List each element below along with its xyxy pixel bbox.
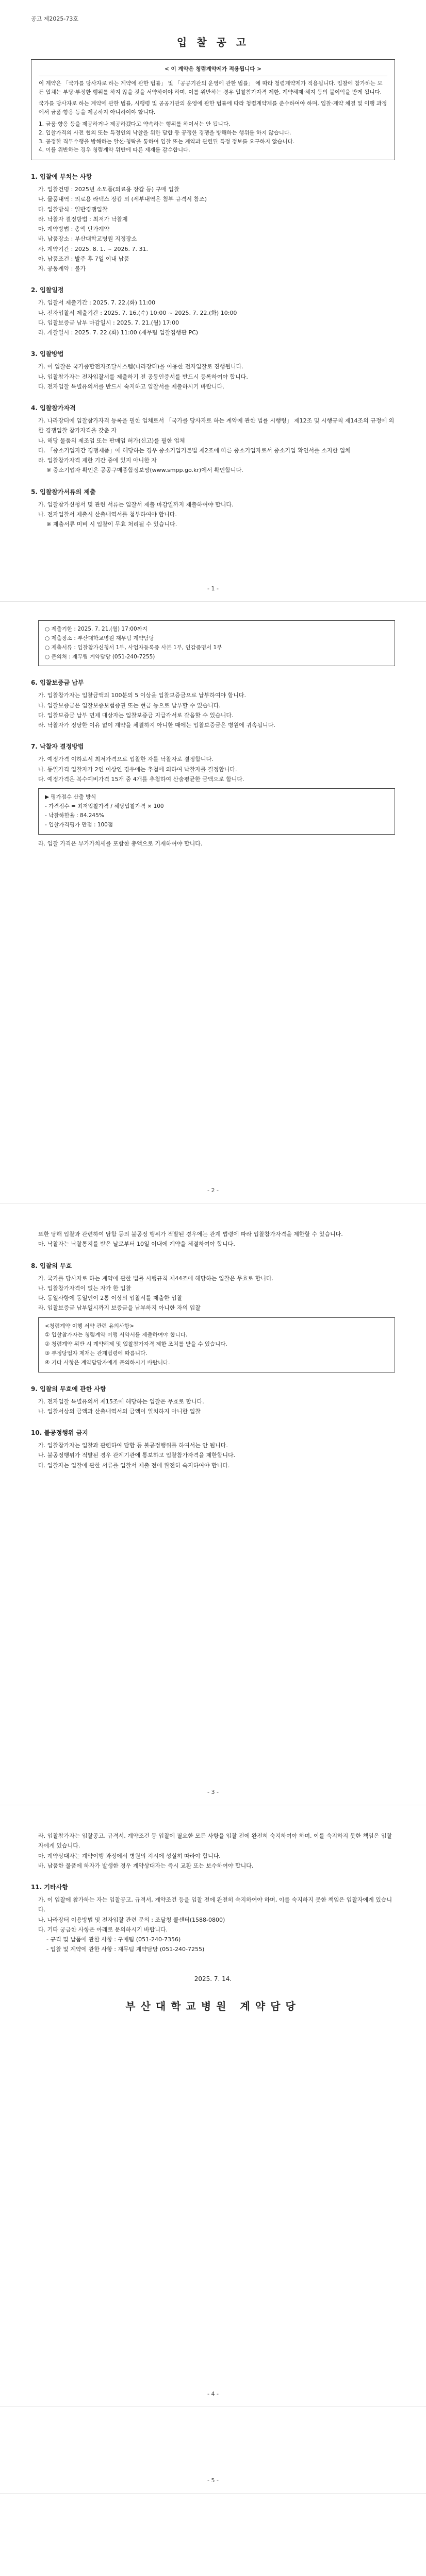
- section-item: 아. 납품조건 : 발주 후 7일 이내 납품: [38, 255, 129, 262]
- integrity-box-title: < 이 계약은 청렴계약제가 적용됩니다 >: [39, 65, 387, 76]
- section-item: 다. 예정가격은 복수예비가격 15개 중 4개를 추첨하여 산술평균한 금액으로 합니다.: [38, 775, 244, 783]
- page-number: - 4 -: [207, 2391, 219, 2397]
- section-heading: 11. 기타사항: [31, 1884, 68, 1891]
- issuer-signature: 부산대학교병원 계약담당: [125, 1999, 301, 2012]
- section-item: 라. 입찰참가자격 제한 기간 중에 있지 아니한 자: [38, 457, 157, 464]
- section-item: 가. 입찰참가자는 입찰금액의 100분의 5 이상을 입찰보증금으로 납부하여야 합니다.: [38, 692, 246, 699]
- section-item: 가. 입찰건명 : 2025년 소모품(의료용 장갑 등) 구매 입찰: [38, 186, 179, 193]
- section-heading: 8. 입찰의 무효: [31, 1262, 72, 1269]
- document-page-1: [0, 0, 426, 602]
- box-line: ① 입찰참가자는 청렴계약 이행 서약서를 제출하여야 합니다.: [45, 1332, 188, 1338]
- section-item: 다. 기타 궁금한 사항은 아래로 문의하시기 바랍니다.: [38, 1926, 168, 1933]
- box-line: ④ 기타 사항은 계약담당자에게 문의하시기 바랍니다.: [45, 1359, 170, 1366]
- submission-info-box: [38, 620, 395, 666]
- section-heading: 10. 불공정행위 금지: [31, 1429, 88, 1437]
- section-2: [31, 285, 395, 337]
- section-item: 나. 불공정행위가 적발된 경우 관계기관에 통보하고 입찰참가자격을 제한합니다.: [38, 1452, 236, 1459]
- section-item: 다. 입찰자는 입찰에 관한 서류를 입찰서 제출 전에 완전히 숙지하여야 합니다.: [38, 1462, 230, 1469]
- section-item: 라. 낙찰자가 정당한 이유 없이 계약을 체결하지 아니한 때에는 입찰보증금은 병원에 귀속됩니다.: [38, 722, 275, 729]
- section-heading: 6. 입찰보증금 납부: [31, 679, 84, 687]
- integrity-contract-box: [31, 59, 395, 160]
- integrity-rule: 1. 금품·향응 등을 제공하거나 제공하겠다고 약속하는 행위를 하여서는 안 됩니다.: [39, 121, 231, 127]
- section-item: 나. 입찰참가자격이 없는 자가 한 입찰: [38, 1284, 132, 1292]
- section-item: 바. 납품장소 : 부산대학교병원 지정장소: [38, 235, 137, 243]
- box-line: ○ 문의처 : 재무팀 계약담당 (051-240-7255): [45, 653, 155, 660]
- section-item: 또한 당해 입찰과 관련하여 담합 등의 불공정 행위가 적발된 경우에는 관계 법령에 따라 입찰참가자격을 제한할 수 있습니다.: [38, 1231, 343, 1238]
- section-item: 라. 입찰보증금 납부일시까지 보증금을 납부하지 아니한 자의 입찰: [38, 1304, 201, 1312]
- page-number: - 1 -: [207, 585, 219, 592]
- section-10: [31, 1428, 395, 1470]
- section-9: [31, 1384, 395, 1417]
- section-continued: [31, 1229, 395, 1249]
- box-line: ③ 부정당업자 제재는 관계법령에 따릅니다.: [45, 1350, 148, 1357]
- section-item: 바. 납품한 물품에 하자가 발생한 경우 계약상대자는 즉시 교환 또는 보수하여야 합니다.: [38, 1862, 254, 1869]
- section-item: 가. 이 입찰에 참가하는 자는 입찰공고, 규격서, 계약조건 등을 입찰 전에 완전히 숙지하여야 하며, 이를 숙지하지 못한 책임은 입찰자에게 있습니다.: [38, 1896, 392, 1913]
- section-item: 나. 해당 물품의 제조업 또는 판매업 허가(신고)를 필한 업체: [38, 437, 185, 444]
- section-item: 가. 국가를 당사자로 하는 계약에 관한 법률 시행규칙 제44조에 해당하는 입찰은 무효로 합니다.: [38, 1275, 274, 1282]
- box-line: ○ 제출서류 : 입찰참가신청서 1부, 사업자등록증 사본 1부, 인감증명서 1부: [45, 644, 222, 651]
- section-item: 라. 입찰참가자는 입찰공고, 규격서, 계약조건 등 입찰에 필요한 모든 사항을 입찰 전에 완전히 숙지하여야 하며, 이를 숙지하지 못한 책임은 입찰자에게 있습니다.: [38, 1833, 392, 1850]
- section-item: 가. 전자입찰 특별유의서 제15조에 해당하는 입찰은 무효로 합니다.: [38, 1398, 204, 1405]
- integrity-body: 국가를 당사자로 하는 계약에 관한 법률, 시행령 및 공공기관의 운영에 관한 법률에 따라 청렴계약제를 준수하여야 하며, 입찰·계약 체결 및 이행 과정에서 금품·향응 등을 제공하지 아니하여야 합니다.: [39, 100, 387, 116]
- section-item: 마. 계약상대자는 계약이행 과정에서 병원의 지시에 성실히 따라야 합니다.: [38, 1852, 221, 1859]
- section-item: 나. 입찰참가자는 전자입찰서를 제출하기 전 공동인증서를 반드시 등록하여야 합니다.: [38, 373, 248, 380]
- formula-box: [38, 788, 395, 834]
- section-item: 마. 낙찰자는 낙찰통지를 받은 날로부터 10일 이내에 계약을 체결하여야 합니다.: [38, 1241, 235, 1248]
- page-number: - 2 -: [207, 1187, 219, 1194]
- document-page-2: [0, 602, 426, 1204]
- section-item: 다. 「중소기업자간 경쟁제품」에 해당하는 경우 중소기업기본법 제2조에 따른 중소기업자로서 중소기업 확인서를 소지한 업체: [38, 447, 351, 454]
- section-item: 가. 입찰참가신청서 및 관련 서류는 입찰서 제출 마감일까지 제출하여야 합니다.: [38, 501, 234, 508]
- section-8: [31, 1261, 395, 1372]
- section-heading: 5. 입찰참가서류의 제출: [31, 488, 96, 496]
- section-item: 가. 이 입찰은 국가종합전자조달시스템(나라장터)을 이용한 전자입찰로 진행됩니다.: [38, 363, 243, 370]
- box-line: ▶ 평가점수 산출 방식: [45, 794, 96, 801]
- section-11: [31, 1882, 395, 1955]
- notice-number: 공고 제2025-73호: [31, 15, 78, 22]
- section-note: ※ 제출서류 미비 시 입찰이 무효 처리될 수 있습니다.: [46, 521, 177, 528]
- section-heading: 3. 입찰방법: [31, 350, 64, 358]
- document-page-3: [0, 1204, 426, 1805]
- box-line: <청렴계약 이행 서약 관련 유의사항>: [45, 1323, 134, 1329]
- section-item: 나. 물품내역 : 의료용 라텍스 장갑 외 (세부내역은 첨부 규격서 참조): [38, 196, 207, 203]
- section-item: 다. 동일사항에 동일인이 2통 이상의 입찰서를 제출한 입찰: [38, 1295, 183, 1301]
- section-continued: [31, 1831, 395, 1871]
- section-heading: 1. 입찰에 부치는 사항: [31, 173, 92, 181]
- section-item: 나. 입찰보증금은 입찰보증보험증권 또는 현금 등으로 납부할 수 있습니다.: [38, 702, 221, 709]
- section-item: 사. 계약기간 : 2025. 8. 1. ~ 2026. 7. 31.: [38, 245, 148, 252]
- section-item: 다. 입찰보증금 납부 면제 대상자는 입찰보증금 지급각서로 갈음할 수 있습니다.: [38, 711, 234, 719]
- box-line: ○ 제출기한 : 2025. 7. 21.(월) 17:00까지: [45, 626, 148, 632]
- section-item: 나. 나라장터 이용방법 및 전자입찰 관련 문의 : 조달청 콜센터(1588-0800): [38, 1916, 225, 1923]
- box-line: ○ 제출장소 : 부산대학교병원 재무팀 계약담당: [45, 635, 154, 641]
- document-page-5: [0, 2407, 426, 2494]
- section-item: - 규격 및 납품에 관한 사항 : 구매팀 (051-240-7356): [46, 1936, 181, 1943]
- section-item: 라. 낙찰자 결정방법 : 최저가 낙찰제: [38, 215, 128, 223]
- page-number: - 3 -: [207, 1789, 219, 1795]
- box-line: - 낙찰하한율 : 84.245%: [45, 812, 104, 819]
- integrity-rule: 2. 입찰가격의 사전 협의 또는 특정인의 낙찰을 위한 담합 등 공정한 경쟁을 방해하는 행위를 하지 않습니다.: [39, 129, 291, 136]
- pledge-notes-box: [38, 1317, 395, 1372]
- section-item: 가. 입찰서 제출기간 : 2025. 7. 22.(화) 11:00: [38, 299, 156, 307]
- document-title: 입 찰 공 고: [176, 36, 250, 48]
- section-6: [31, 677, 395, 730]
- section-item: 가. 예정가격 이하로서 최저가격으로 입찰한 자를 낙찰자로 결정합니다.: [38, 756, 214, 763]
- section-item: 나. 입찰서상의 금액과 산출내역서의 금액이 일치하지 아니한 입찰: [38, 1408, 201, 1415]
- section-item: 나. 전자입찰서 제출기간 : 2025. 7. 16.(수) 10:00 ~ 2025. 7. 22.(화) 10:00: [38, 309, 237, 316]
- section-7: [31, 741, 395, 848]
- section-3: [31, 349, 395, 392]
- section-5: [31, 487, 395, 530]
- section-4: [31, 403, 395, 476]
- integrity-rule: 4. 이를 위반하는 경우 청렴계약 위반에 따른 제재를 감수합니다.: [39, 147, 190, 154]
- document-page-4: [0, 1805, 426, 2407]
- section-item: 가. 입찰참가자는 입찰과 관련하여 담합 등 불공정행위를 하여서는 안 됩니다.: [38, 1442, 228, 1449]
- section-item: 다. 입찰보증금 납부 마감일시 : 2025. 7. 21.(월) 17:00: [38, 319, 179, 326]
- box-line: - 가격점수 = 최저입찰가격 / 해당입찰가격 × 100: [45, 803, 164, 809]
- section-item: 자. 공동계약 : 불가: [38, 265, 86, 273]
- section-item: 나. 전자입찰서 제출시 산출내역서를 첨부하여야 합니다.: [38, 511, 177, 518]
- notice-date: 2025. 7. 14.: [194, 1975, 232, 1982]
- section-item: 가. 나라장터에 입찰참가자격 등록을 필한 업체로서 「국가를 당사자로 하는 계약에 관한 법률 시행령」 제12조 및 시행규칙 제14조의 규정에 의한 경쟁입찰 참가자격을 갖춘 자: [38, 417, 395, 434]
- integrity-rule: 3. 공정한 직무수행을 방해하는 알선·청탁을 통하여 입찰 또는 계약과 관련된 특정 정보를 요구하지 않습니다.: [39, 138, 295, 145]
- integrity-intro: 이 계약은 「국가를 당사자로 하는 계약에 관한 법률」 및 「공공기관의 운영에 관한 법률」 에 따라 청렴계약제가 적용됩니다. 입찰에 참가하는 모든 업체는 부당·부정한 행위를 하지 않을 것을 서약하여야 하며, 이를 위반하는 경우 입찰참가자격 제한, 계약해제·해지 등의 불이익을 받게 됩니다.: [39, 80, 383, 95]
- section-item: 나. 동일가격 입찰자가 2인 이상인 경우에는 추첨에 의하여 낙찰자를 결정합니다.: [38, 766, 237, 773]
- section-note: ※ 중소기업자 확인은 공공구매종합정보망(www.smpp.go.kr)에서 확인합니다.: [46, 467, 243, 474]
- section-heading: 2. 입찰일정: [31, 286, 64, 294]
- box-line: - 입찰가격평가 만점 : 100점: [45, 821, 113, 828]
- section-heading: 4. 입찰참가자격: [31, 404, 76, 412]
- section-1: [31, 172, 395, 274]
- section-heading: 7. 낙찰자 결정방법: [31, 743, 84, 751]
- section-item: 라. 개찰일시 : 2025. 7. 22.(화) 11:00 (재무팀 입찰집행관 PC): [38, 329, 199, 336]
- section-item: 라. 입찰 가격은 부가가치세를 포함한 총액으로 기재하여야 합니다.: [38, 840, 203, 847]
- section-heading: 9. 입찰의 무효에 관한 사항: [31, 1385, 106, 1393]
- section-item: 마. 계약방법 : 총액 단가계약: [38, 226, 110, 233]
- section-item: 다. 전자입찰 특별유의서를 반드시 숙지하고 입찰서를 제출하시기 바랍니다.: [38, 383, 224, 390]
- box-line: ② 청렴계약 위반 시 계약해제 및 입찰참가자격 제한 조치를 받을 수 있습니다.: [45, 1341, 227, 1348]
- section-item: - 입찰 및 계약에 관한 사항 : 재무팀 계약담당 (051-240-7255): [46, 1946, 205, 1953]
- page-number: - 5 -: [207, 2477, 219, 2484]
- section-item: 다. 입찰방식 : 일반경쟁입찰: [38, 206, 108, 213]
